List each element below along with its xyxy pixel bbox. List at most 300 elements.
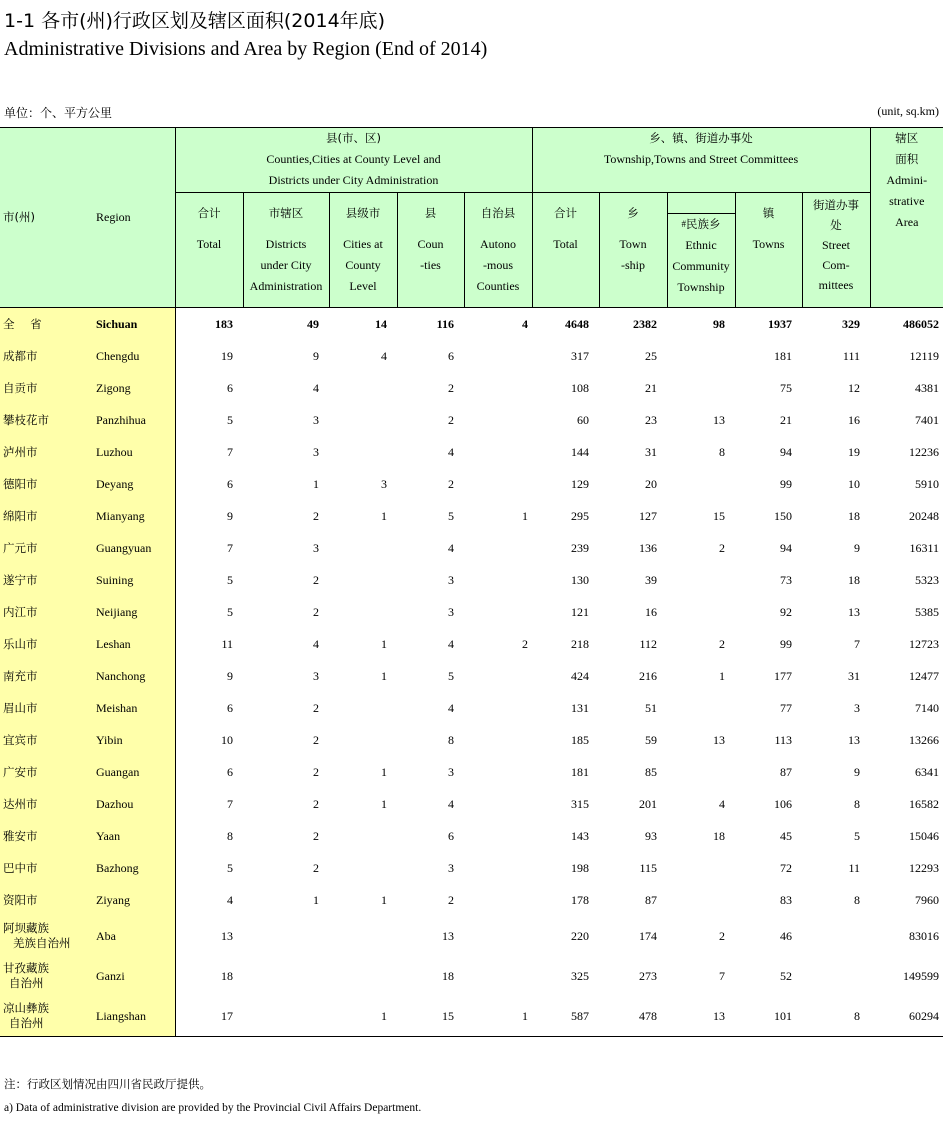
cell-street: 111 [842, 348, 860, 363]
cell-city-cn [0, 956, 92, 996]
cell-towns: 181 [774, 348, 792, 363]
cell-districts: 2 [313, 764, 319, 779]
cell-counties: 6 [448, 348, 454, 363]
cell-ethnic: 13 [667, 996, 735, 1037]
cell-districts: 1 [313, 476, 319, 491]
cell-region-en: Guangyuan [92, 532, 175, 564]
cell-counties: 3 [448, 572, 454, 587]
cell-township: 174 [639, 928, 657, 943]
cell-auto [464, 884, 532, 916]
cell-counties: 2 [448, 892, 454, 907]
header-township-cn: 乡 [627, 206, 639, 220]
cell-districts: 3 [313, 540, 319, 555]
cell-cities: 1 [381, 508, 387, 523]
cell-total: 18 [221, 968, 233, 983]
cell-t-total: 317 [571, 348, 589, 363]
cell-towns: 94 [780, 540, 792, 555]
cell-street: 5 [854, 828, 860, 843]
table-row [0, 916, 943, 956]
cell-t-total: 587 [532, 996, 599, 1037]
cell-cities [329, 404, 397, 436]
cell-t-total: 131 [571, 700, 589, 715]
header-street-en-3: mittees [818, 278, 854, 292]
cell-street: 11 [848, 860, 860, 875]
header-counties-group [175, 128, 532, 193]
cell-towns: 72 [780, 860, 792, 875]
cell-street: 329 [802, 308, 870, 341]
table-row [0, 532, 943, 564]
cell-street: 9 [854, 540, 860, 555]
cell-cities [329, 692, 397, 724]
cell-towns: 83 [780, 892, 792, 907]
cell-street: 16 [848, 412, 860, 427]
cell-counties: 6 [448, 828, 454, 843]
cell-area: 12477 [909, 668, 939, 683]
cell-cities [329, 564, 397, 596]
cell-area: 13266 [909, 732, 939, 747]
cell-towns: 113 [774, 732, 792, 747]
cell-area: 15046 [909, 828, 939, 843]
cell-auto [464, 724, 532, 756]
cell-districts: 2 [313, 828, 319, 843]
header-t-total-en: Total [553, 237, 578, 251]
header-total-cn: 合计 [197, 206, 221, 220]
cell-township: 201 [639, 796, 657, 811]
cell-township: 216 [639, 668, 657, 683]
cell-ethnic [667, 372, 735, 404]
cell-t-total: 295 [571, 508, 589, 523]
cell-auto [464, 436, 532, 468]
cell-region-en: Ganzi [92, 956, 175, 996]
header-ethnic-en-2: Community [672, 259, 730, 273]
unit-label-cn: 单位：个、平方公里 [4, 106, 113, 120]
cell-towns: 101 [735, 996, 802, 1037]
cell-total: 6 [227, 476, 233, 491]
cell-region-en: Suining [92, 564, 175, 596]
cell-region-en: Dazhou [92, 788, 175, 820]
header-ethnic-en-1: Ethnic [685, 238, 717, 252]
cell-ethnic: 8 [719, 444, 725, 459]
cell-cities: 1 [381, 892, 387, 907]
cell-t-total: 325 [571, 968, 589, 983]
cell-districts: 2 [313, 796, 319, 811]
header-ethnic-cn: 民族乡 [686, 217, 721, 231]
header-street-en-2: Com- [822, 258, 850, 272]
header-districts-cn: 市辖区 [268, 206, 304, 220]
cell-street: 7 [854, 636, 860, 651]
cell-total: 19 [221, 348, 233, 363]
cell-auto: 1 [464, 996, 532, 1037]
header-districts-en-3: Administration [249, 279, 323, 293]
cell-area: 5323 [915, 572, 939, 587]
cell-towns: 99 [780, 636, 792, 651]
cell-township: 115 [639, 860, 657, 875]
cell-city-cn: 绵阳市 [0, 500, 92, 532]
cell-total: 6 [227, 380, 233, 395]
cell-t-total: 4648 [532, 308, 599, 341]
cell-region-en: Sichuan [92, 308, 175, 341]
cell-ethnic [667, 692, 735, 724]
table-row [0, 884, 943, 916]
cell-t-total: 178 [571, 892, 589, 907]
cell-region-en: Panzhihua [92, 404, 175, 436]
table-row [0, 660, 943, 692]
cell-city-cn [0, 916, 92, 956]
cell-towns: 21 [780, 412, 792, 427]
header-township-group-cn: 乡、镇、街道办事处 [649, 131, 753, 145]
table-row [0, 692, 943, 724]
table-row [0, 468, 943, 500]
cell-counties: 8 [448, 732, 454, 747]
cell-street: 18 [848, 508, 860, 523]
cell-counties: 4 [448, 796, 454, 811]
cell-towns: 75 [780, 380, 792, 395]
unit-label-en: (unit, sq.km) [877, 104, 939, 118]
cell-districts: 3 [313, 668, 319, 683]
cell-auto [464, 956, 532, 996]
cell-districts [243, 956, 329, 996]
header-counties-cn: 县 [424, 206, 437, 220]
cell-towns: 94 [780, 444, 792, 459]
cell-total: 8 [227, 828, 233, 843]
cell-total: 6 [227, 764, 233, 779]
header-counties-group-en-1: Counties,Cities at County Level and [266, 152, 441, 166]
header-township-en-2: -ship [621, 258, 645, 272]
cell-region-en: Guangan [92, 756, 175, 788]
cell-street: 8 [854, 796, 860, 811]
cell-auto [464, 468, 532, 500]
cell-districts: 4 [313, 380, 319, 395]
cell-township: 23 [645, 412, 657, 427]
cell-auto [464, 788, 532, 820]
cell-towns: 1937 [735, 308, 802, 341]
header-township [599, 193, 667, 308]
cell-street [802, 956, 870, 996]
table-row [0, 564, 943, 596]
cell-city-cn: 乐山市 [0, 628, 92, 660]
cell-auto [464, 596, 532, 628]
cell-ethnic [667, 596, 735, 628]
header-counties-group-en-2: Districts under City Administration [268, 173, 439, 187]
cell-area: 5385 [915, 604, 939, 619]
cell-counties: 4 [448, 700, 454, 715]
table-row [0, 372, 943, 404]
cell-cities [329, 724, 397, 756]
cell-region-en: Leshan [92, 628, 175, 660]
cell-cities [329, 820, 397, 852]
header-t-total [532, 193, 599, 308]
cell-area: 60294 [870, 996, 943, 1037]
footnote-cn: 注：行政区划情况由四川省民政厅提供。 [4, 1077, 211, 1091]
cell-districts: 49 [243, 308, 329, 341]
cell-region-en: Mianyang [92, 500, 175, 532]
cell-area: 149599 [903, 968, 939, 983]
header-area-cn-2: 面积 [895, 152, 919, 166]
cell-area: 6341 [915, 764, 939, 779]
table-row [0, 500, 943, 532]
cell-ethnic: 2 [719, 928, 725, 943]
cell-city-cn-line2: 自治州 [9, 1016, 44, 1030]
cell-ethnic [667, 884, 735, 916]
cell-districts [243, 996, 329, 1037]
cell-districts: 2 [313, 572, 319, 587]
cell-cities [329, 532, 397, 564]
cell-total: 6 [227, 700, 233, 715]
table-row [0, 996, 943, 1037]
cell-counties: 15 [397, 996, 464, 1037]
cell-region-en: Luzhou [92, 436, 175, 468]
cell-ethnic [667, 468, 735, 500]
cell-ethnic [667, 564, 735, 596]
cell-area: 83016 [909, 928, 939, 943]
cell-towns: 106 [774, 796, 792, 811]
cell-cities: 1 [381, 636, 387, 651]
cell-t-total: 218 [571, 636, 589, 651]
cell-counties: 116 [397, 308, 464, 341]
cell-auto [464, 404, 532, 436]
header-cities-en-3: Level [349, 279, 377, 293]
table-row [0, 436, 943, 468]
cell-districts: 2 [313, 700, 319, 715]
cell-area: 12723 [909, 636, 939, 651]
cell-t-total: 129 [571, 476, 589, 491]
cell-city-cn: 泸州市 [0, 436, 92, 468]
header-auto-en-3: Counties [476, 279, 520, 293]
cell-ethnic: 13 [713, 412, 725, 427]
cell-auto [464, 660, 532, 692]
header-ethnic-en-3: Township [677, 280, 725, 294]
header-city-cn: 市(州) [0, 128, 92, 308]
cell-city-cn: 宜宾市 [0, 724, 92, 756]
header-ethnic [667, 193, 735, 308]
table-row [0, 724, 943, 756]
header-counties-en-2: -ties [420, 258, 441, 272]
cell-township: 127 [639, 508, 657, 523]
cell-city-cn: 成都市 [0, 340, 92, 372]
cell-counties: 4 [448, 636, 454, 651]
header-districts-en-1: Districts [265, 237, 307, 251]
header-districts-en-2: under City [260, 258, 312, 272]
cell-street: 10 [848, 476, 860, 491]
cell-cities: 4 [381, 348, 387, 363]
cell-street [802, 916, 870, 956]
cell-area: 486052 [870, 308, 943, 341]
cell-street: 8 [802, 996, 870, 1037]
cell-township: 112 [639, 636, 657, 651]
cell-area: 7960 [915, 892, 939, 907]
cell-t-total: 143 [571, 828, 589, 843]
header-township-en-1: Town [619, 237, 647, 251]
cell-cities: 3 [381, 476, 387, 491]
cell-t-total: 181 [571, 764, 589, 779]
cell-districts: 3 [313, 412, 319, 427]
header-total-en: Total [196, 237, 222, 251]
header-ethnic-mark: # [681, 219, 686, 229]
header-auto [464, 193, 532, 308]
header-auto-en-2: -mous [483, 258, 513, 272]
cell-ethnic: 7 [719, 968, 725, 983]
header-towns-en: Towns [752, 237, 785, 251]
cell-city-cn: 德阳市 [0, 468, 92, 500]
cell-total: 7 [227, 796, 233, 811]
cell-township: 39 [645, 572, 657, 587]
cell-districts: 1 [313, 892, 319, 907]
cell-street: 19 [848, 444, 860, 459]
table-row [0, 628, 943, 660]
cell-auto: 4 [464, 308, 532, 341]
cell-street: 9 [854, 764, 860, 779]
header-cities-en-1: Cities at [343, 237, 383, 251]
cell-township: 93 [645, 828, 657, 843]
footnote-en: a) Data of administrative division are provided by the Provincial Civil Affairs Department. [4, 1102, 422, 1114]
cell-towns: 177 [774, 668, 792, 683]
cell-counties: 5 [448, 668, 454, 683]
cell-cities: 1 [381, 668, 387, 683]
header-area-en-1: Admini- [886, 173, 928, 187]
table-row [0, 404, 943, 436]
header-area-en-3: Area [895, 215, 919, 229]
cell-cities: 1 [381, 764, 387, 779]
table-body [0, 308, 943, 1037]
cell-districts: 2 [313, 860, 319, 875]
cell-ethnic: 2 [719, 636, 725, 651]
table-row [0, 820, 943, 852]
header-township-group [532, 128, 870, 193]
table-row [0, 340, 943, 372]
cell-counties: 3 [448, 860, 454, 875]
cell-city-cn: 南充市 [0, 660, 92, 692]
cell-region-en: Bazhong [92, 852, 175, 884]
cell-total: 183 [175, 308, 243, 341]
cell-total: 11 [221, 636, 233, 651]
header-districts [243, 193, 329, 308]
cell-ethnic: 2 [719, 540, 725, 555]
cell-township: 478 [599, 996, 667, 1037]
header-counties-group-cn: 县(市、区) [326, 131, 381, 145]
cell-cities: 1 [381, 796, 387, 811]
table-row [0, 756, 943, 788]
cell-auto [464, 852, 532, 884]
header-street-cn-1: 街道办事 [813, 198, 859, 212]
cell-counties: 18 [442, 968, 454, 983]
header-towns [735, 193, 802, 308]
cell-region-en: Ziyang [92, 884, 175, 916]
cell-total: 5 [227, 572, 233, 587]
header-cities [329, 193, 397, 308]
cell-area: 12119 [909, 348, 939, 363]
cell-area: 12293 [909, 860, 939, 875]
cell-districts: 2 [313, 508, 319, 523]
cell-area: 7140 [915, 700, 939, 715]
cell-township: 31 [645, 444, 657, 459]
cell-street: 12 [848, 380, 860, 395]
cell-city-cn-line1: 凉山彝族 [3, 1001, 49, 1015]
cell-total: 7 [227, 540, 233, 555]
cell-auto [464, 372, 532, 404]
cell-township: 51 [645, 700, 657, 715]
cell-towns: 73 [780, 572, 792, 587]
cell-cities [329, 596, 397, 628]
header-t-total-cn: 合计 [554, 206, 577, 220]
cell-township: 20 [645, 476, 657, 491]
cell-total: 9 [227, 508, 233, 523]
cell-city-cn: 眉山市 [0, 692, 92, 724]
table-row [0, 308, 943, 341]
cell-t-total: 315 [571, 796, 589, 811]
header-ethnic-cn-line [668, 213, 735, 235]
cell-city-cn [0, 996, 92, 1037]
cell-street: 3 [854, 700, 860, 715]
page-title-en: Administrative Divisions and Area by Region (End of 2014) [4, 38, 488, 60]
cell-total: 17 [175, 996, 243, 1037]
cell-total: 5 [227, 860, 233, 875]
cell-township: 136 [639, 540, 657, 555]
cell-towns: 77 [780, 700, 792, 715]
cell-total: 4 [227, 892, 233, 907]
cell-area: 4381 [915, 380, 939, 395]
cell-t-total: 220 [571, 928, 589, 943]
cell-districts: 9 [313, 348, 319, 363]
cell-township: 16 [645, 604, 657, 619]
cell-township: 59 [645, 732, 657, 747]
cell-auto [464, 532, 532, 564]
table-row [0, 788, 943, 820]
header-street-cn-2: 处 [830, 218, 842, 232]
cell-ethnic [667, 852, 735, 884]
cell-area: 7401 [915, 412, 939, 427]
header-cities-cn: 县级市 [345, 206, 381, 220]
cell-cities [329, 956, 397, 996]
cell-street: 18 [848, 572, 860, 587]
cell-city-cn: 遂宁市 [0, 564, 92, 596]
divisions-table [0, 127, 943, 1037]
cell-auto [464, 564, 532, 596]
cell-total: 7 [227, 444, 233, 459]
cell-counties: 4 [448, 540, 454, 555]
cell-ethnic: 13 [713, 732, 725, 747]
cell-ethnic: 1 [719, 668, 725, 683]
header-auto-cn: 自治县 [480, 206, 516, 220]
cell-t-total: 108 [571, 380, 589, 395]
cell-towns: 46 [780, 928, 792, 943]
cell-districts: 2 [313, 604, 319, 619]
cell-region-en: Chengdu [92, 340, 175, 372]
table-row [0, 596, 943, 628]
cell-t-total: 121 [571, 604, 589, 619]
cell-towns: 52 [780, 968, 792, 983]
header-cities-en-2: County [345, 258, 381, 272]
cell-districts: 3 [313, 444, 319, 459]
table-row [0, 852, 943, 884]
cell-region-en: Meishan [92, 692, 175, 724]
cell-township: 21 [645, 380, 657, 395]
cell-city-cn: 巴中市 [0, 852, 92, 884]
cell-auto: 2 [522, 636, 528, 651]
cell-city-cn: 自贡市 [0, 372, 92, 404]
cell-township: 273 [639, 968, 657, 983]
cell-street: 31 [848, 668, 860, 683]
cell-ethnic: 15 [713, 508, 725, 523]
header-auto-en-1: Autono [480, 237, 516, 251]
cell-cities [329, 852, 397, 884]
cell-city-cn: 攀枝花市 [0, 404, 92, 436]
header-area-en-2: strative [889, 194, 925, 208]
cell-auto [464, 820, 532, 852]
cell-counties: 3 [448, 764, 454, 779]
cell-street: 13 [848, 604, 860, 619]
cell-ethnic: 18 [713, 828, 725, 843]
cell-counties: 13 [442, 928, 454, 943]
